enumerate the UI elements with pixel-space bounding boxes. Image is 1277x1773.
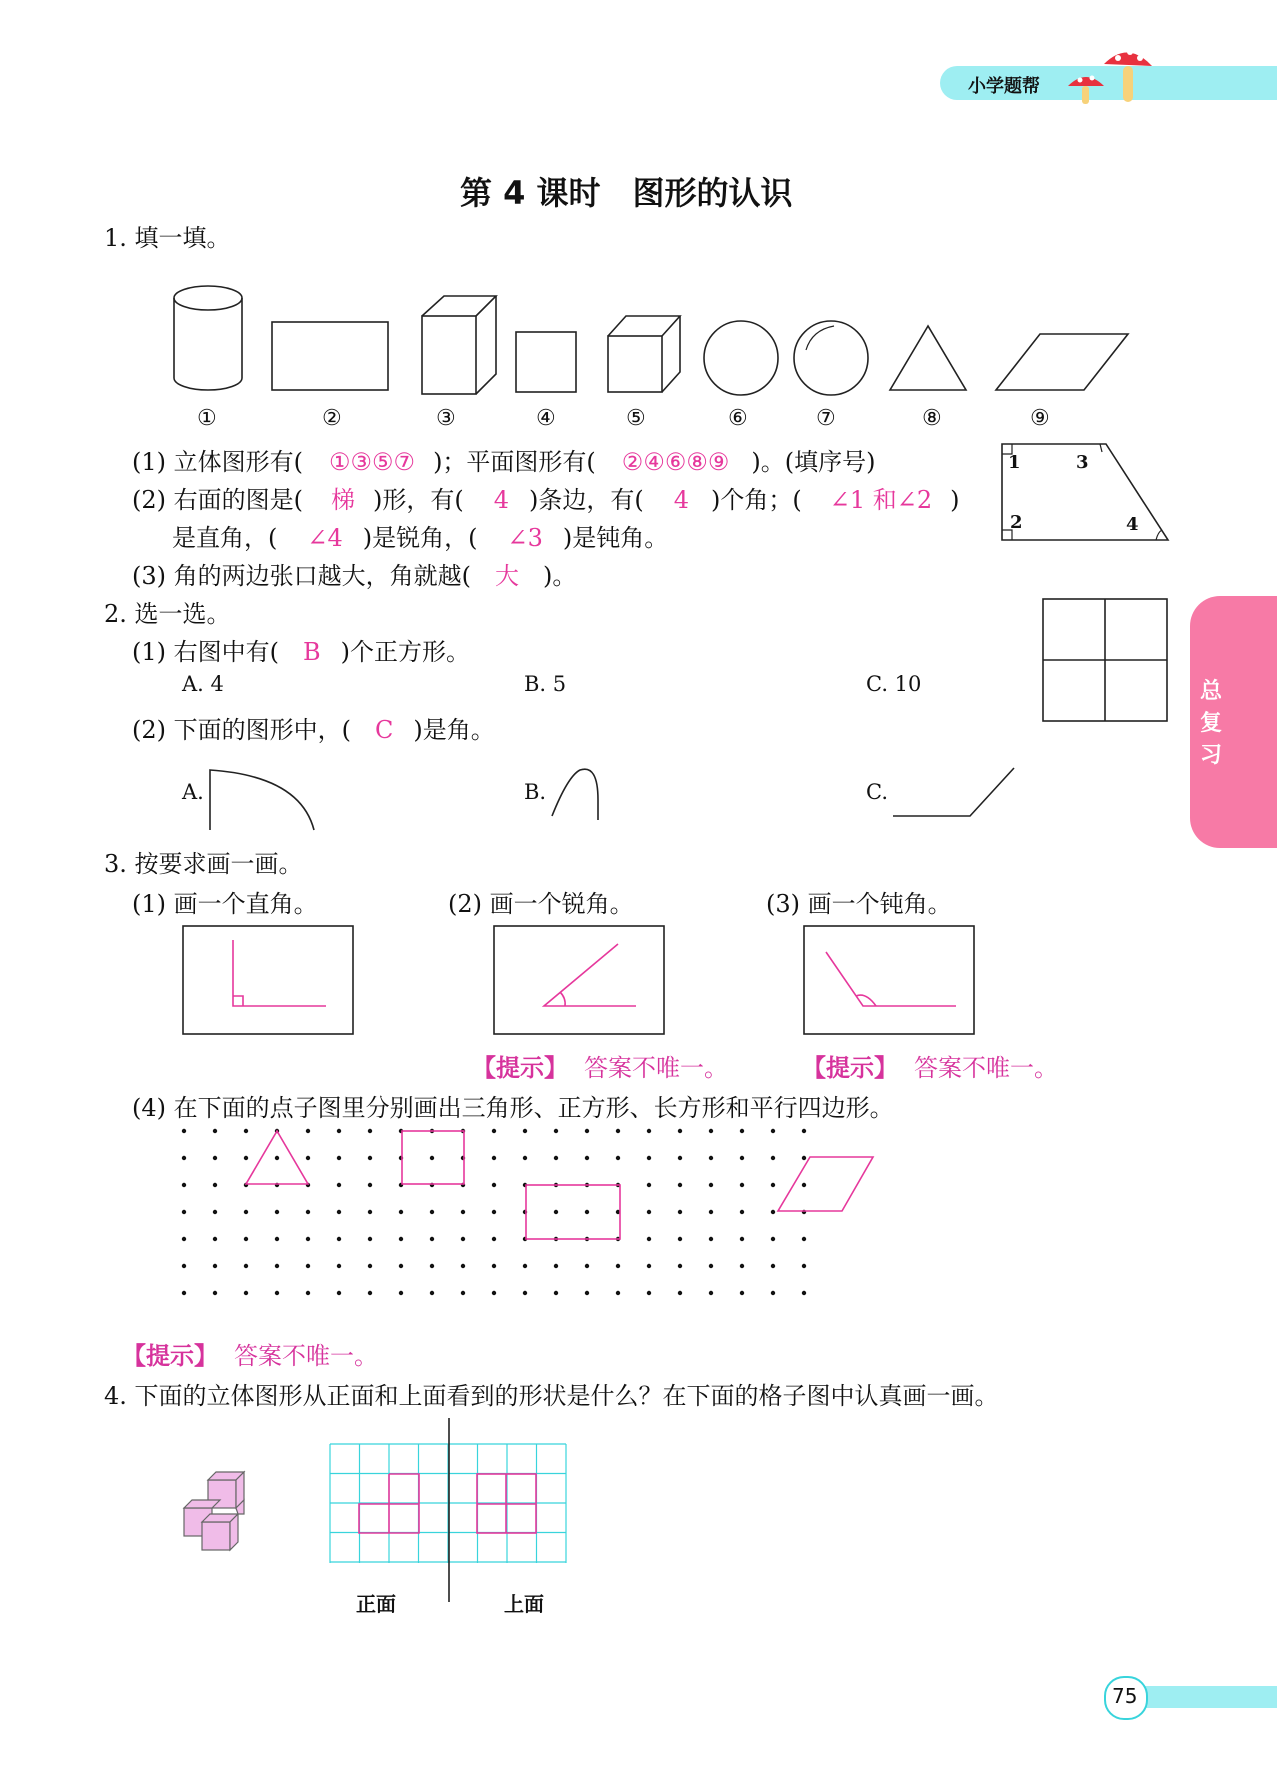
q2-p1-text: )个正方形。 xyxy=(340,638,471,666)
answer: 4 xyxy=(493,486,510,514)
q1-p2b-text: )是锐角，( xyxy=(362,524,478,552)
page-number: 75 xyxy=(1112,1684,1138,1708)
top-view-drawing xyxy=(477,1474,536,1533)
hint-text: 答案不唯一。 xyxy=(914,1054,1058,1082)
answer: C xyxy=(375,716,394,744)
q3-sub: (1) 画一个直角。 xyxy=(132,890,318,918)
top-view-label: 上面 xyxy=(504,1592,544,1616)
q4-heading: 4. 下面的立体图形从正面和上面看到的形状是什么？在下面的格子图中认真画一画。 xyxy=(104,1382,999,1410)
answer: ①③⑤⑦ xyxy=(329,448,416,476)
q1-p2-text: )条边，有( xyxy=(529,486,644,514)
option: C. xyxy=(866,780,888,804)
q1-p2b-text: 是直角，( xyxy=(172,524,278,552)
option: B. xyxy=(524,780,547,804)
q2-heading: 2. 选一选。 xyxy=(104,600,231,628)
q3-p4: (4) 在下面的点子图里分别画出三角形、正方形、长方形和平行四边形。 xyxy=(132,1094,894,1122)
option: B. 5 xyxy=(524,672,567,696)
hint-tag: 【提示】 xyxy=(472,1053,568,1082)
q1-p2b-text: )是钝角。 xyxy=(562,524,669,552)
side-tab-char: 总 xyxy=(1199,679,1222,704)
q3-sub: (2) 画一个锐角。 xyxy=(448,890,634,918)
shape-label: ⑦ xyxy=(816,406,836,431)
page-title: 第 4 课时 图形的认识 xyxy=(460,174,793,212)
front-view-label: 正面 xyxy=(356,1592,396,1616)
q3-heading: 3. 按要求画一画。 xyxy=(104,850,303,878)
shape-label: ⑤ xyxy=(626,406,646,431)
trap-label: 3 xyxy=(1076,452,1089,473)
answer: ∠1 和∠2 xyxy=(829,486,933,514)
answer: 梯 xyxy=(331,486,355,514)
answer: ∠3 xyxy=(507,524,543,552)
shape-label: ③ xyxy=(436,406,456,431)
q2-p2-text: )是角。 xyxy=(413,716,495,744)
header-brand: 小学题帮 xyxy=(968,76,1040,97)
q1-heading: 1. 填一填。 xyxy=(104,224,231,252)
q2-p1-text: (1) 右图中有( xyxy=(132,638,279,666)
option: A. xyxy=(182,780,204,804)
answer: 4 xyxy=(673,486,690,514)
shape-label: ① xyxy=(197,406,217,431)
shape-label: ④ xyxy=(536,406,556,431)
q1-p3-text: (3) 角的两边张口越大，角就越( xyxy=(132,562,471,590)
side-tab-char: 习 xyxy=(1199,743,1222,768)
trap-label: 4 xyxy=(1126,514,1139,535)
answer: ∠4 xyxy=(307,524,343,552)
answer: ②④⑥⑧⑨ xyxy=(621,448,730,476)
q1-p2-text: ) xyxy=(950,486,960,514)
trap-label: 2 xyxy=(1010,512,1023,533)
hint-text: 答案不唯一。 xyxy=(234,1342,378,1370)
q1-p2-text: )形，有( xyxy=(373,486,464,514)
q2-p2-text: (2) 下面的图形中，( xyxy=(132,716,351,744)
answer: B xyxy=(303,638,321,666)
option: C. 10 xyxy=(866,672,922,696)
shape-label: ⑥ xyxy=(728,406,748,431)
q1-p1-text: (1) 立体图形有( xyxy=(132,448,303,476)
answer: 大 xyxy=(495,562,519,590)
hint-tag: 【提示】 xyxy=(802,1053,898,1082)
q1-p2-text: (2) 右面的图是( xyxy=(132,486,303,514)
hint-text: 答案不唯一。 xyxy=(584,1054,728,1082)
q3-sub: (3) 画一个钝角。 xyxy=(766,890,952,918)
q1-p3-text: )。 xyxy=(543,562,577,590)
shape-label: ⑧ xyxy=(922,406,942,431)
shape-label: ② xyxy=(322,406,342,431)
front-view-drawing xyxy=(359,1474,419,1533)
trap-label: 1 xyxy=(1008,452,1021,473)
footer-band xyxy=(1130,1686,1277,1708)
q1-p1-text: )。(填序号) xyxy=(751,448,876,476)
hint-tag: 【提示】 xyxy=(122,1341,218,1370)
q1-p2-text: )个角；( xyxy=(711,486,802,514)
side-tab-char: 复 xyxy=(1199,711,1222,736)
q1-p1-text: )；平面图形有( xyxy=(433,448,596,476)
shape-label: ⑨ xyxy=(1030,406,1050,431)
option: A. 4 xyxy=(182,672,224,696)
